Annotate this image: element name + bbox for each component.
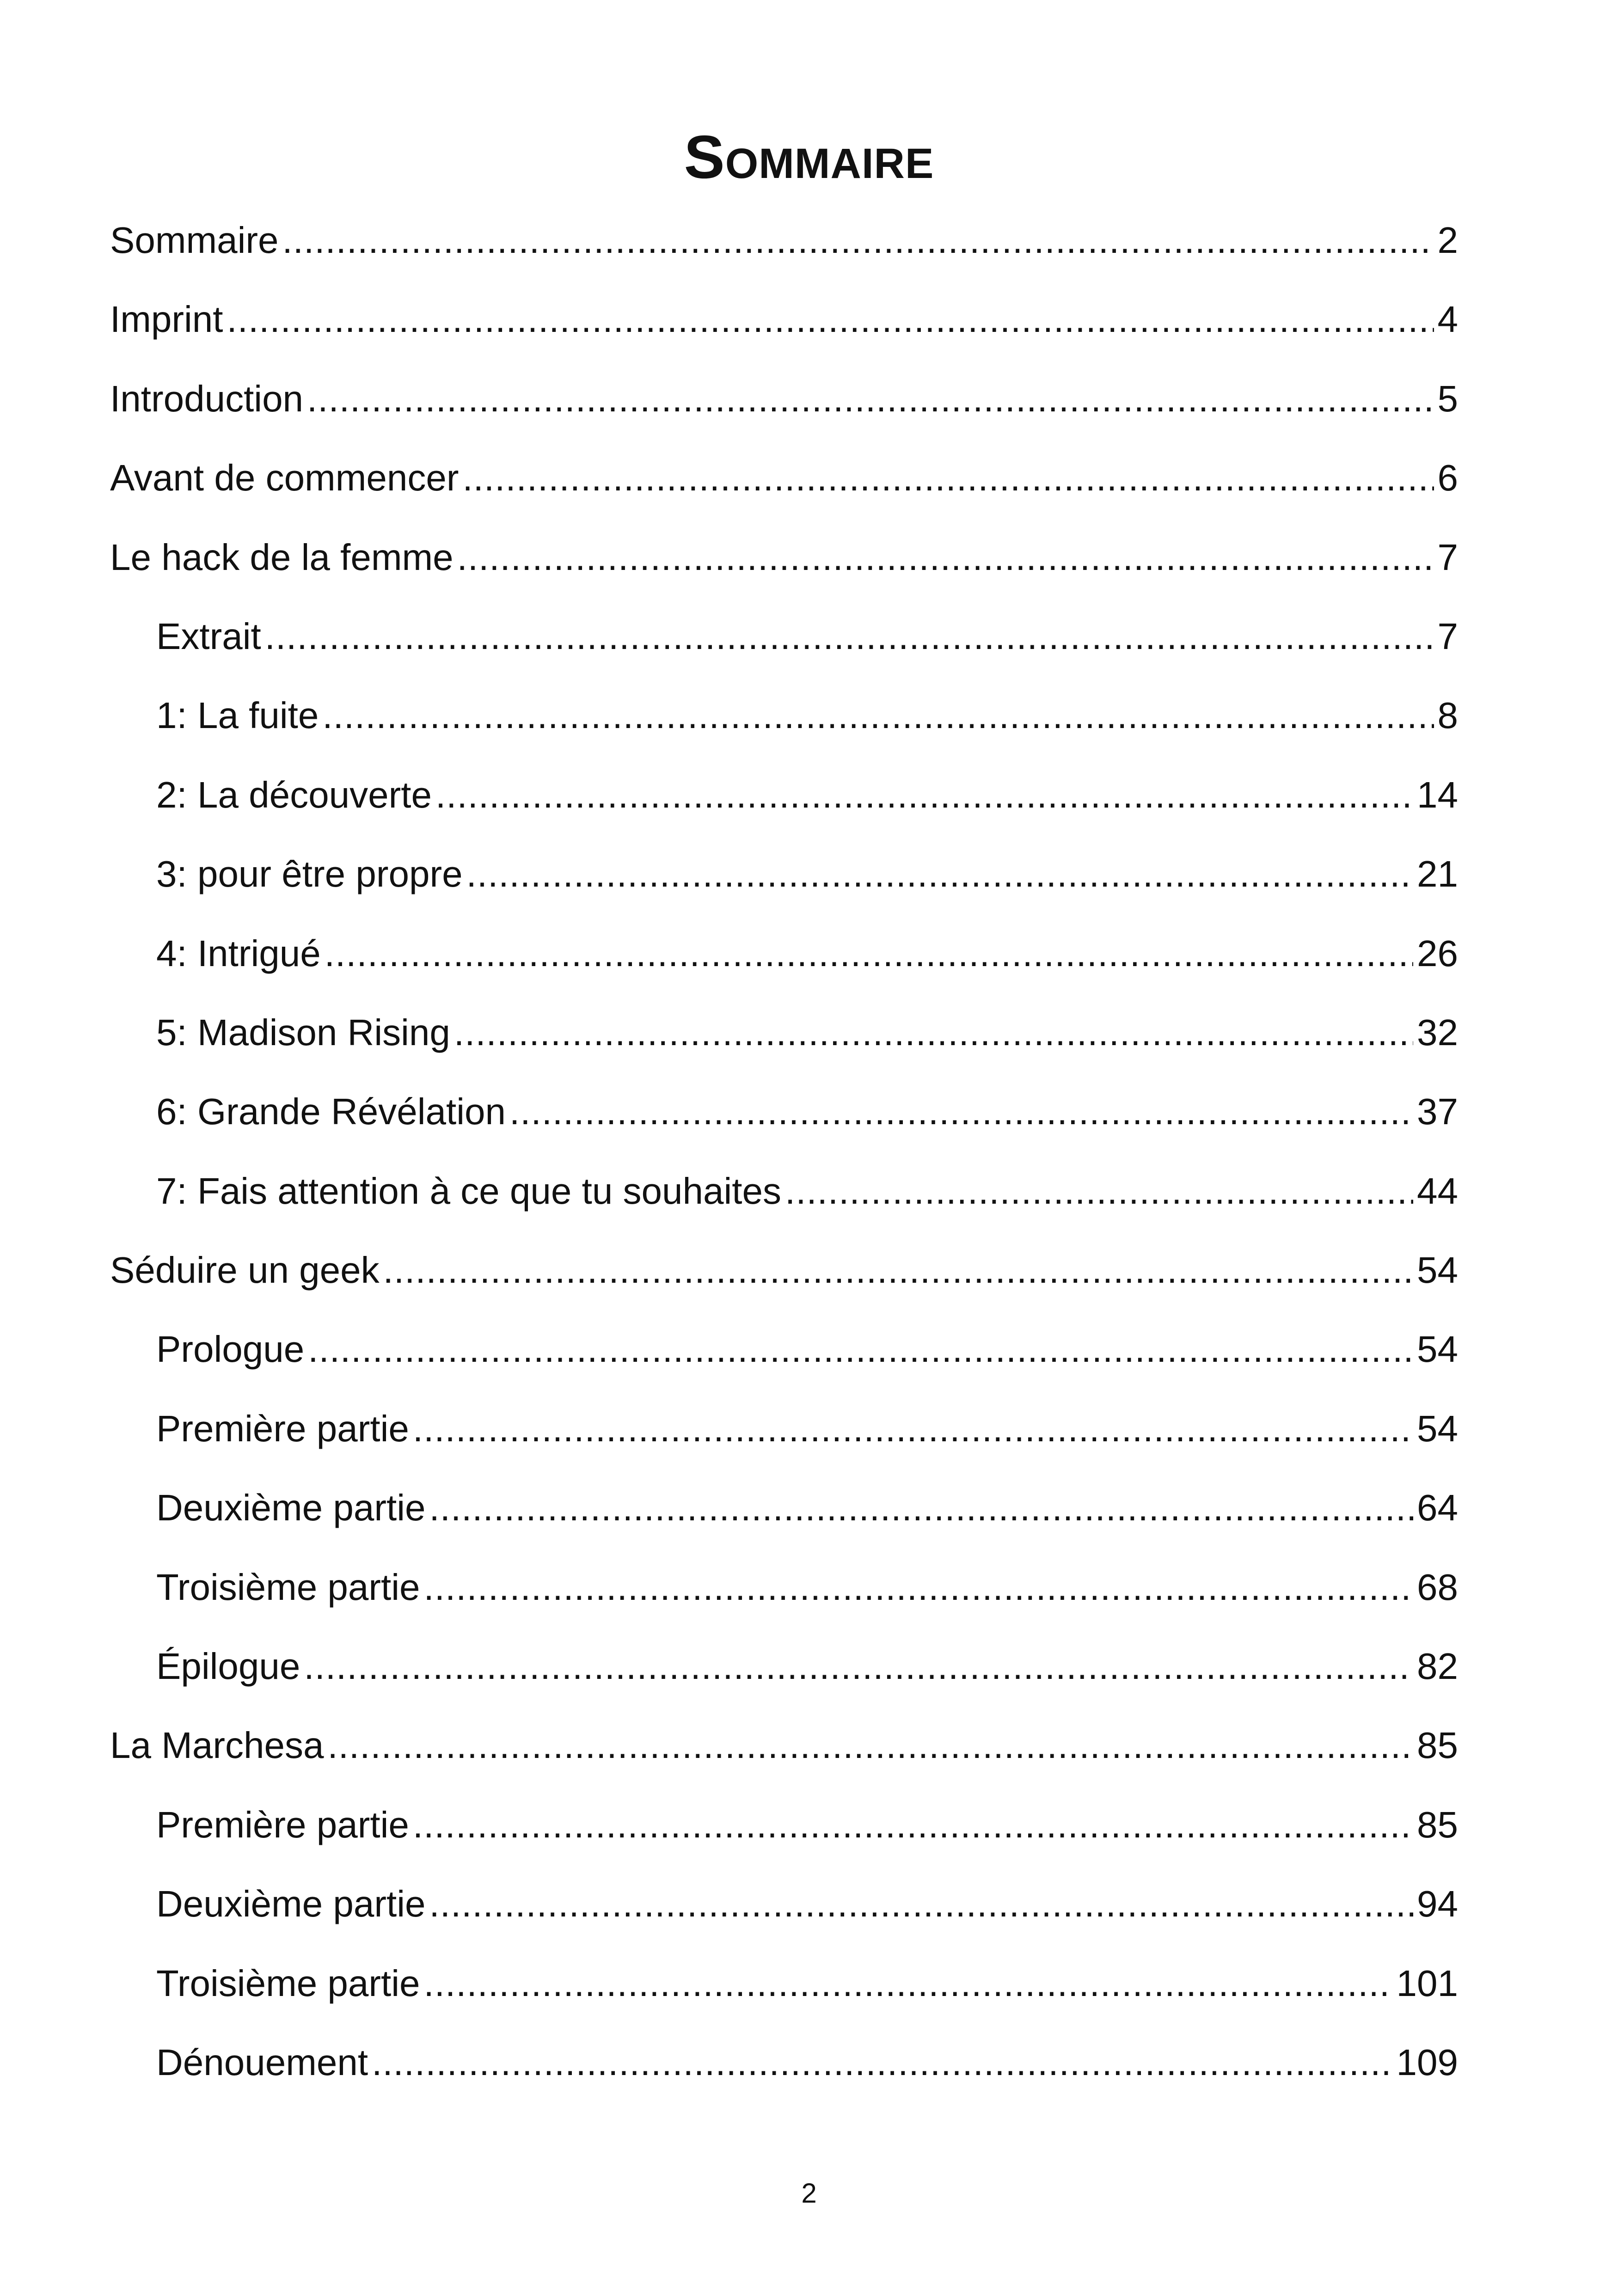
toc-entry-label: Première partie xyxy=(156,1408,409,1449)
toc-entry-page: 101 xyxy=(1396,1962,1458,2004)
toc-dot-leader xyxy=(308,1324,1413,1375)
toc-dot-leader xyxy=(457,532,1434,583)
toc-entry-label: 2: La découverte xyxy=(156,774,432,815)
toc-entry[interactable] xyxy=(110,1007,1458,1086)
toc-entry-page: 94 xyxy=(1417,1883,1458,1925)
toc-entry-page: 68 xyxy=(1417,1566,1458,1608)
toc-entry-label: Avant de commencer xyxy=(110,457,459,499)
toc-entry-label: Première partie xyxy=(156,1804,409,1845)
toc-entry-page: 8 xyxy=(1437,695,1458,736)
toc-dot-leader xyxy=(424,1562,1413,1613)
toc-dot-leader xyxy=(424,1958,1393,2009)
toc-entry-label: Le hack de la femme xyxy=(110,536,454,578)
toc-entry-label: 6: Grande Révélation xyxy=(156,1091,506,1133)
toc-entry[interactable] xyxy=(110,928,1458,1007)
toc-entry-label: Épilogue xyxy=(156,1646,300,1687)
toc-entry[interactable] xyxy=(110,1720,1458,1799)
toc-dot-leader xyxy=(429,1879,1414,1929)
toc-dot-leader xyxy=(325,928,1413,979)
toc-entry-page: 85 xyxy=(1417,1804,1458,1845)
toc-dot-leader xyxy=(413,1403,1413,1454)
toc-entry-page: 7 xyxy=(1437,536,1458,578)
toc-dot-leader xyxy=(327,1720,1413,1771)
toc-dot-leader xyxy=(454,1007,1413,1058)
toc-entry-label: Séduire un geek xyxy=(110,1249,380,1291)
toc-entry-label: Introduction xyxy=(110,378,304,419)
toc-entry[interactable] xyxy=(110,1086,1458,1165)
toc-entry-page: 54 xyxy=(1417,1329,1458,1370)
toc-entry-page: 6 xyxy=(1437,457,1458,499)
toc-entry[interactable] xyxy=(110,373,1458,453)
toc-entry-label: Extrait xyxy=(156,615,261,657)
toc-entry-page: 54 xyxy=(1417,1408,1458,1449)
toc-entry-label: Sommaire xyxy=(110,220,279,261)
toc-entry-label: 3: pour être propre xyxy=(156,853,463,895)
toc-entry[interactable] xyxy=(110,453,1458,532)
toc-entry-label: 7: Fais attention à ce que tu souhaites xyxy=(156,1170,781,1212)
toc-entry[interactable] xyxy=(110,215,1458,294)
toc-entry[interactable] xyxy=(110,532,1458,611)
toc-dot-leader xyxy=(462,453,1434,503)
toc-entry-page: 37 xyxy=(1417,1091,1458,1133)
toc-entry[interactable] xyxy=(110,1958,1458,2037)
toc-entry[interactable] xyxy=(110,1166,1458,1245)
toc-entry-page: 32 xyxy=(1417,1011,1458,1053)
toc-entry-page: 2 xyxy=(1437,220,1458,261)
toc-entry-label: Troisième partie xyxy=(156,1962,420,2004)
toc-dot-leader xyxy=(227,294,1434,345)
toc-entry-page: 7 xyxy=(1437,615,1458,657)
toc-entry[interactable] xyxy=(110,1562,1458,1641)
toc-entry[interactable] xyxy=(110,849,1458,928)
toc-entry[interactable] xyxy=(110,1879,1458,1958)
toc-entry-page: 64 xyxy=(1417,1487,1458,1529)
toc-entry-label: Imprint xyxy=(110,299,223,340)
toc-entry-page: 82 xyxy=(1417,1646,1458,1687)
toc-dot-leader xyxy=(322,690,1434,741)
toc-entry-label: Troisième partie xyxy=(156,1566,420,1608)
toc-entry-page: 5 xyxy=(1437,378,1458,419)
toc-entry[interactable] xyxy=(110,2037,1458,2116)
toc-entry-page: 54 xyxy=(1417,1249,1458,1291)
toc-entry[interactable] xyxy=(110,1641,1458,1720)
toc-dot-leader xyxy=(466,849,1413,900)
toc-entry-label: Dénouement xyxy=(156,2041,368,2083)
toc-dot-leader xyxy=(307,373,1434,424)
toc-entry-label: Deuxième partie xyxy=(156,1883,426,1925)
toc-entry[interactable] xyxy=(110,1800,1458,1879)
toc-entry-page: 14 xyxy=(1417,774,1458,815)
toc-dot-leader xyxy=(372,2037,1392,2088)
toc-entry-label: Deuxième partie xyxy=(156,1487,426,1529)
page-number: 2 xyxy=(801,2178,817,2209)
toc-entry[interactable] xyxy=(110,611,1458,690)
table-of-contents xyxy=(110,215,1458,2116)
toc-entry-page: 44 xyxy=(1417,1170,1458,1212)
page-title: Sommaire xyxy=(684,123,934,191)
toc-entry[interactable] xyxy=(110,1403,1458,1482)
toc-dot-leader xyxy=(282,215,1434,266)
toc-dot-leader xyxy=(509,1086,1413,1137)
toc-entry-label: La Marchesa xyxy=(110,1725,324,1766)
toc-entry-label: Prologue xyxy=(156,1329,305,1370)
toc-entry-label: 4: Intrigué xyxy=(156,932,321,974)
toc-entry-page: 21 xyxy=(1417,853,1458,895)
toc-dot-leader xyxy=(304,1641,1413,1692)
toc-dot-leader xyxy=(429,1482,1414,1533)
toc-dot-leader xyxy=(435,770,1413,820)
toc-entry-page: 109 xyxy=(1396,2041,1458,2083)
toc-entry[interactable] xyxy=(110,294,1458,373)
toc-entry-page: 26 xyxy=(1417,932,1458,974)
toc-dot-leader xyxy=(785,1166,1413,1217)
toc-entry[interactable] xyxy=(110,1482,1458,1561)
toc-dot-leader xyxy=(413,1800,1413,1850)
toc-entry-label: 1: La fuite xyxy=(156,695,319,736)
toc-entry[interactable] xyxy=(110,770,1458,849)
toc-entry-page: 4 xyxy=(1437,299,1458,340)
toc-entry[interactable] xyxy=(110,1324,1458,1403)
toc-dot-leader xyxy=(265,611,1434,662)
toc-entry[interactable] xyxy=(110,690,1458,769)
toc-dot-leader xyxy=(383,1245,1413,1296)
toc-entry-page: 85 xyxy=(1417,1725,1458,1766)
toc-entry-label: 5: Madison Rising xyxy=(156,1011,450,1053)
toc-entry[interactable] xyxy=(110,1245,1458,1324)
